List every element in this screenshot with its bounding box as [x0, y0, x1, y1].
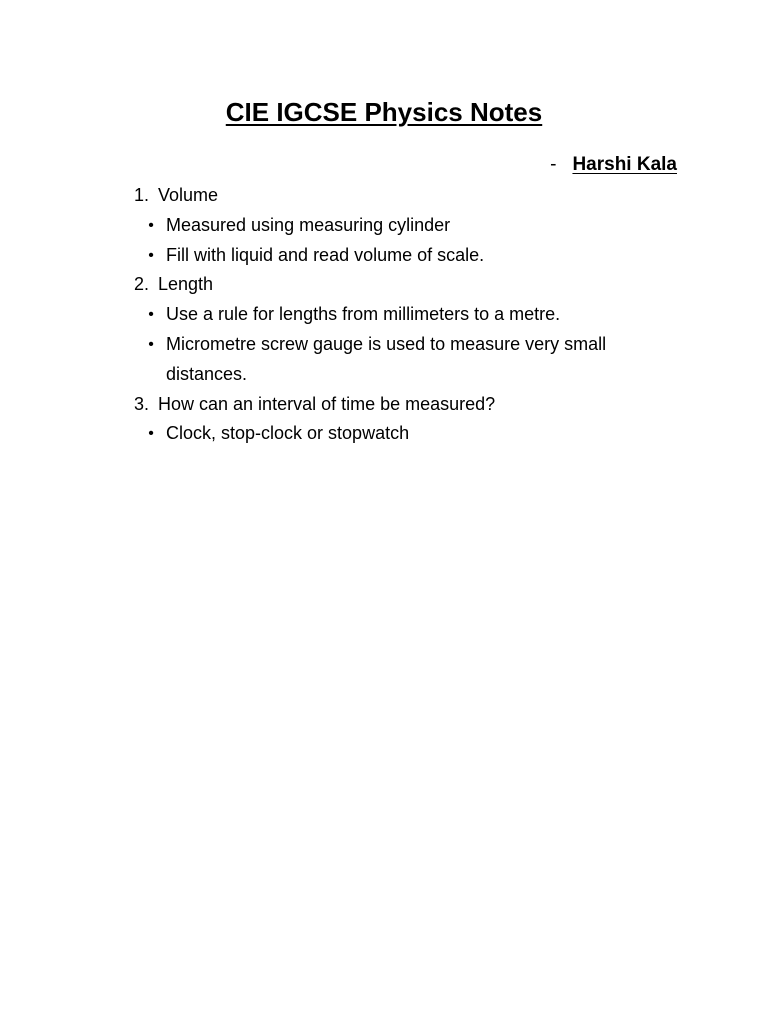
list-item: [134, 330, 694, 390]
bullet-text: Fill with liquid and read volume of scale.: [166, 244, 485, 265]
section-volume: [134, 181, 694, 270]
bullet-icon: •: [148, 306, 154, 324]
list-item: [134, 241, 694, 271]
section-title: How can an interval of time be measured?: [158, 393, 496, 414]
bullet-text: Use a rule for lengths from millimeters to a metre.: [166, 304, 561, 325]
bullet-icon: •: [148, 246, 154, 264]
bullet-list: [134, 300, 694, 389]
list-item: [134, 419, 694, 449]
bullet-text: Measured using measuring cylinder: [166, 214, 451, 235]
notes-content: [134, 181, 694, 449]
section-title: Volume: [158, 185, 219, 205]
section-number: 2.: [134, 274, 150, 295]
bullet-icon: •: [148, 335, 154, 353]
bullet-text: Clock, stop-clock or stopwatch: [166, 423, 410, 444]
bullet-list: [134, 419, 694, 449]
list-item: [134, 211, 694, 241]
section-time: [134, 390, 694, 450]
bullet-icon: •: [148, 216, 154, 234]
bullet-text: Micrometre screw gauge is used to measure very small distances.: [166, 333, 607, 384]
author-dash: -: [550, 154, 557, 175]
section-number: 1.: [134, 185, 150, 205]
author-line: [550, 151, 677, 179]
author-name: Harshi Kala: [572, 154, 677, 175]
section-length: [134, 270, 694, 389]
section-heading: [134, 181, 694, 211]
bullet-icon: •: [148, 425, 154, 443]
page-title: CIE IGCSE Physics Notes: [225, 97, 543, 127]
section-title: Length: [158, 274, 214, 295]
section-number: 3.: [134, 393, 150, 414]
bullet-list: [134, 211, 694, 271]
section-heading: [134, 390, 694, 420]
section-heading: [134, 270, 694, 300]
list-item: [134, 300, 694, 330]
